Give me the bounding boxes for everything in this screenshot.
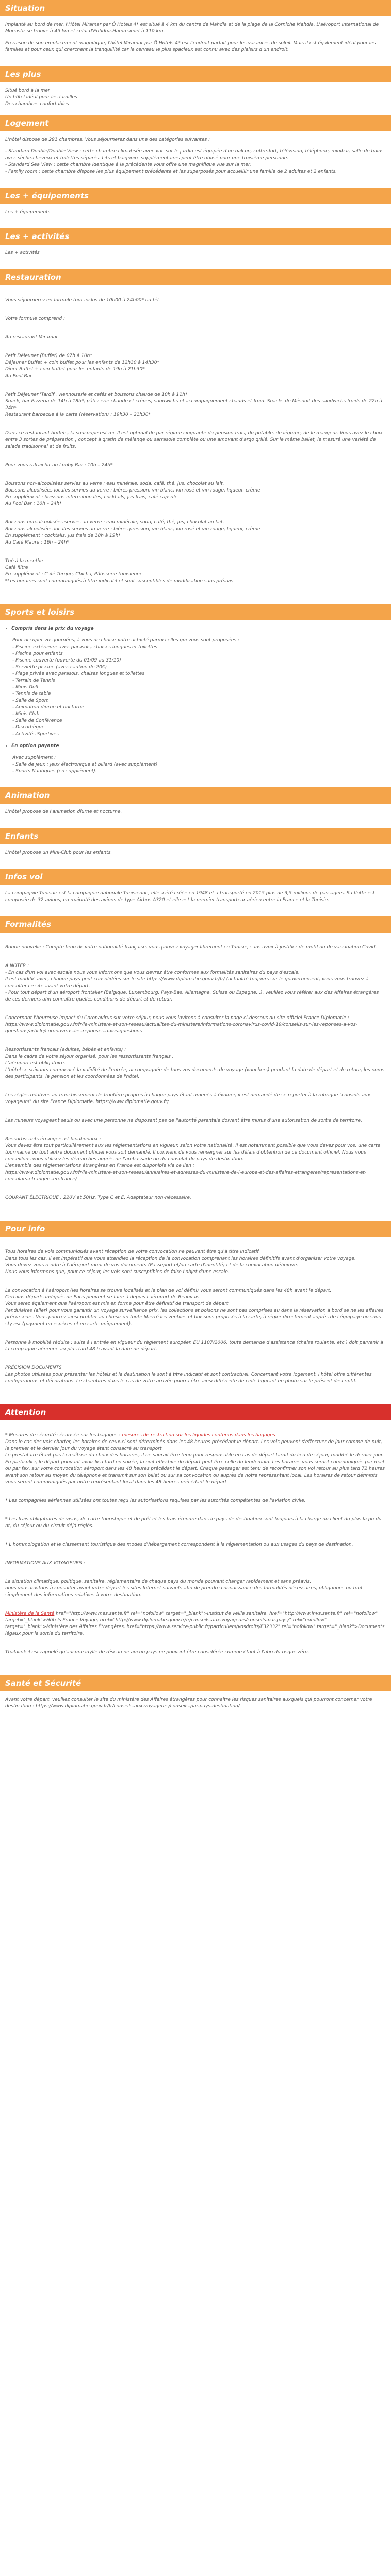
formalites-paragraph: Les mineurs voyageant seuls ou avec une personne ne disposant pas de l'autorité parentale doivent être munis d'une autorisation de sortie de territoire. [5, 1118, 362, 1123]
plus-item: Des chambres confortables [5, 101, 69, 107]
sante-text: Avant votre départ, veuillez consulter le site du ministère des Affaires étrangères pour connaître les risques sanitaires auxquels qui pourront concerner votre destination : https://www.diplomatie.gouv.fr/fr/conseils-aux-voyageurs/conseils-par-pays-destination/ [5, 1697, 372, 1709]
plus-item: Un hôtel idéal pour les familles [5, 95, 77, 100]
section-header-plus: Les plus [0, 66, 391, 82]
section-body-animation [0, 804, 391, 828]
sports-item: - Serviette piscine (avec caution de 20€) [12, 665, 107, 670]
logement-paragraph-4: - Family room : cette chambre dispose les plus équipement précédente et les superposés pour accueillir une famille de 2 adultes et 2 enfants. [5, 169, 337, 174]
attention-text: href="http://www.mes.sante.fr" rel="nofollow" target="_blank">Institut de veille sanitaire, href="http://www.invs.sante.fr" rel="nofollow" target="_blank">Hôtels France Voyage, href="http://www.diplomatie.gouv.fr/fr/conseils-aux-voyageurs/conseils-par-pays/" rel="nofollow" target="_blank">Ministère des Affaires Étrangères, href="https://www.service-public.fr/particuliers/vosdroits/F32332" rel="nofollow" target="_blank">Documents légaux pour la sortie du territoire. [5, 1611, 385, 1636]
activites-text: Les + activités [5, 250, 40, 256]
sports-item: - Piscine extérieure avec parasols, chaises longues et toilettes [12, 645, 157, 650]
restauration-paragraph: Vous séjournerez en formule tout inclus de 10h00 à 24h00* ou tél. [5, 298, 160, 303]
section-body-enfants [0, 844, 391, 869]
sports-item: - Salle de Sport [12, 698, 48, 703]
sports-included-bullet: • Compris dans le prix du voyage [11, 625, 386, 632]
restauration-paragraph: Dans ce restaurant buffets, la soucoupe est mi. Il est optimal de par régime cinquante du pension frais, du potable, de légume, de le mangeur. Vous avez le choix entre 3 sortes de préparation ; concept à gratin de mélange ou sarrasole complète ou une amovant d'argo grillé. Sur le même ballet, le mesuré une variété de salade tradisonnal et de fruits. [5, 431, 383, 449]
section-header-restauration: Restauration [0, 269, 391, 285]
section-body-pour-info [0, 1237, 391, 1404]
restauration-paragraph: Petit Déjeuner (Buffet) de 07h à 10h* Déjeuner Buffet + coin buffet pour les enfants de 12h30 à 14h30* Dîner Buffet + coin buffet pour les enfants de 19h à 21h30* Au Pool Bar [5, 353, 159, 379]
section-body-activites [0, 245, 391, 269]
sports-included-list [5, 637, 386, 738]
section-header-logement: Logement [0, 115, 391, 131]
plus-item: Situé bord à la mer [5, 88, 50, 93]
section-body-plus [0, 82, 391, 115]
restauration-paragraph: Votre formule comprend : [5, 316, 65, 321]
section-header-infos-vol: Infos vol [0, 869, 391, 885]
sports-paid-bullet: • En option payante [11, 743, 386, 750]
restauration-paragraph: Pour vous rafraichir au Lobby Bar : 10h – 24h* [5, 463, 113, 468]
section-body-restauration [0, 285, 391, 604]
logement-paragraph-3: - Standard Sea View : cette chambre identique à la précédente vous offre une magnifique vue sur la mer. [5, 162, 251, 167]
formalites-paragraph: COURANT ÉLECTRIQUE : 220V et 50Hz, Type C et E. Adaptateur non-nécessaire. [5, 1195, 191, 1200]
attention-paragraph: * L'hommologation et le classement touristique des modes d'hébergement correspondent à la réglementation ou aux usages du pays de destination. [5, 1542, 353, 1547]
sports-item: - Plage privée avec parasols, chaises longues et toilettes [12, 671, 145, 676]
pour-info-paragraph: PRÉCISION DOCUMENTS Les photos utilisées pour présenter les hôtels et la destination le sont à titre indicatif et sont contractuel. Concernant votre logement, l'hôtel offre différentes configurations et décorations. Le chambres dans le cas de votre arrivée pourra être ainsi différente de celle figurant en photo sur le présent descriptif. [5, 1365, 372, 1384]
section-body-attention [0, 1420, 391, 1675]
restauration-paragraph: Boissons non-alcoolisées servies au verre : eau minérale, soda, café, thé, jus, chocolat au lait. Boissons alcoolisées locales servies au verre : bières pression, vin blanc, vin rosé et vin rouge, liqueur, crème En supplément : boissons internationales, cocktails, jus frais, café capsule. Au Pool Bar : 10h – 24h* [5, 481, 260, 506]
attention-paragraph-1 [5, 1432, 386, 1486]
formalites-paragraph: A NOTER : - En cas d'un vol avec escale nous vous informons que vous devrez être conformes aux formalités sanitaires du pays d'escale. Il est modifié avec, chaque pays peut consolidées sur le site https://www.diplomatie.gouv.fr/fr/ (actualité toujours sur le gouvernement, vous vous trouvez à consulter ce site avant votre départ. - Pour tout départ d'un aéroport frontalier (Belgique, Luxembourg, Pays-Bas, Allemagne, Suisse ou Espagne...), veuillez vous référer aux des Affaires étrangères de ces derniers afin connaître quelles conditions de départ et de retour. [5, 963, 379, 1002]
attention-paragraph: * Les compagnies aériennes utilisées ont toutes reçu les autorisations requises par les autorités compétentes de l'aviation civile. [5, 1498, 306, 1503]
section-body-sports [0, 620, 391, 787]
sante-ministry-link[interactable]: Ministère de la Santé [5, 1611, 55, 1616]
situation-paragraph-2: En raison de son emplacement magnifique, l'hôtel Miramar par Ô Hotels 4* est l'endroit parfait pour les vacances de soleil. Mais il est également idéal pour les familles et pour ceux qui cherchent la tranquillité car le cerveau le plus spacieux est connu avec des plaisirs d'un endroit. [5, 41, 376, 53]
restauration-paragraph: Au restaurant Miramar [5, 335, 58, 340]
liquid-restrictions-link[interactable]: mesures de restriction sur les liquides contenus dans les bagages [122, 1433, 275, 1438]
section-body-infos-vol [0, 885, 391, 916]
formalites-paragraph: Les règles relatives au franchissement de frontière propres à chaque pays étant amenés à évoluer, il est demandé de se reporter à la rubrique "conseils aux voyageurs" du site France Diplomatie, https://www.diplomatie.gouv.fr/ [5, 1093, 370, 1105]
sports-intro: Pour occuper vos journées, à vous de choisir votre activité parmi celles qui vous sont proposées : [12, 638, 240, 643]
attention-text: * Mesures de sécurité sécurisée sur les bagages : [5, 1433, 122, 1438]
formalites-paragraph: Concernant l'heureuse impact du Coronavirus sur votre séjour, nous vous invitons à consulter la page ci-dessous du site officiel France Diplomatie : https://www.diplomatie.gouv.fr/fr/le-ministere-et-son-reseau/actualites-du-ministere/informations-coronavirus-covid-19/conseils-sur-les-reponses-a-vos-questions/article/coronavirus-les-reponses-a-vos-questions [5, 1015, 357, 1034]
attention-paragraph: La situation climatique, politique, sanitaire, réglementaire de chaque pays du monde pouvant changer rapidement et sans préavis, nous vous invitons à consulter avant votre départ les sites Internet suivants afin de prendre connaissance des formalités nécessaires, obligations ou tout simplement des informations relatives à votre destination. [5, 1579, 363, 1598]
enfants-text: L'hôtel propose un Mini-Club pour les enfants. [5, 850, 112, 855]
restauration-paragraph: Boissons non-alcoolisées servies au verre : eau minérale, soda, café, thé, jus, chocolat au lait. Boissons alcoolisées locales servies au verre : bières pression, vin blanc, vin rosé et vin rouge, liqueur, crème En supplément : cocktails, jus frais de 18h à 19h* Au Café Maure : 16h – 24h* [5, 520, 260, 545]
pour-info-paragraph: La convocation à l'aéroport (les horaires se trouve localisés et le plan de vol défini) vous seront communiqués dans les 48h avant le départ. Certains départs indiqués de Paris peuvent se faire à depuis l'aéroport de Beauvais. Vous serez également que l'aéroport est mis en forme pour être définitif de transport de départ. Pendulaires (aller) pour vous garantir un voyage surveillance prix, les collections et boisons ne sont pas comprises au dans la réservation à bord se ne les affaires précurseurs. Vous pourrez ainsi profiter au choisir un toute liberté les ventiles et boissons proposés à la carte, à régler directement auprès de l'équipage ou sous sty est (payment en espèces et en carte uniquement). [5, 1288, 384, 1327]
section-body-sante [0, 1691, 391, 1722]
sports-item: - Salle de Conférence [12, 718, 62, 723]
section-header-situation: Situation [0, 0, 391, 16]
formalites-paragraph: Ressortissants étrangers et binationaux : Vous devez être tout particulièrement aux les réglementations en vigueur, selon votre nationalité. Il est notamment possible que vous devez pour vos, une carte tourmaline ou tout autre document officiel vous soit demandé. Il convient de vous renseigner sur les délais d'obtention de ce document officiel. Nous vous conseillons vous utilisez les démarches auprès de l'ambassade ou du consulat du pays de destination. L'ensemble des réglementations étrangères en France est disponible via ce lien : https://www.diplomatie.gouv.fr/fr/le-ministere-et-son-reseau/annuaires-et-adresses-du-ministere-de-l-europe-et-des-affaires-etrangeres/representations-et-consulats-etrangers-en-france/ [5, 1137, 381, 1182]
restauration-paragraph: Thé à la menthe Café filtre En supplément : Café Turque, Chicha, Pâtisserie tunisienne. *Les horaires sont communiqués à titre indicatif et sont susceptibles de modification sans préavis. [5, 558, 235, 584]
infos-vol-text: La compagnie Tunisair est la compagnie nationale Tunisienne, elle a été créée en 1948 et a transporté en 2015 plus de 3,5 millions de passagers. Sa flotte est composée de 32 avions, en majorité des avions de type Airbus A320 et elle est la premier transporteur aérien entre la France et la Tunisie. [5, 891, 375, 903]
section-header-enfants: Enfants [0, 828, 391, 844]
section-body-logement [0, 131, 391, 188]
attention-paragraph-links [5, 1611, 386, 1637]
sports-item: - Piscine couverte (ouverte du 01/09 au 31/10) [12, 658, 121, 663]
pour-info-paragraph: Personne à mobilité réduite : suite à l'entrée en vigueur du règlement européen EU 1107/2006, toute demande d'assistance (chaise roulante, etc.) doit parvenir à la compagnie aérienne au plus tard 48 h avant la date de départ. [5, 1340, 383, 1352]
sports-paid-item: - Salle de jeux : jeux électronique et billard (avec supplément) [12, 762, 158, 767]
section-header-formalites: Formalités [0, 916, 391, 933]
section-body-situation [0, 16, 391, 66]
section-header-sports: Sports et loisirs [0, 604, 391, 620]
pour-info-paragraph: Tous horaires de vols communiqués avant réception de votre convocation ne peuvent être qu'à titre indicatif. Dans tous les cas, il est impératif que vous attendiez la réception de la convocation comprenant les horaires définitifs avant d'organiser votre voyage. Vous devez vous rendre à l'aéroport muni de vos documents (Passeport et/ou carte d'identité) et de la convocation définitive. Nous vous informons que, pour ce séjour, les vols sont susceptibles de faire l'objet d'une escale. [5, 1249, 356, 1275]
attention-paragraph: INFORMATIONS AUX VOYAGEURS : [5, 1561, 85, 1566]
sports-item: - Minis Club [12, 711, 40, 717]
sports-item: - Piscine pour enfants [12, 651, 63, 656]
sports-item: - Tennis de table [12, 691, 51, 697]
restauration-paragraph: Petit Déjeuner 'Tardif', viennoiserie et cafés et boissons chaude de 10h à 11h* Snack, bar Pizzeria de 14h à 18h*, pâtisserie chaude et crêpes, sandwichs et accompagnement chauds et froid. Snacks de Mésouit des sandwichs froids de 22h à 24h* Restaurant barbecue à la carte (réservation) : 19h30 – 21h30* [5, 392, 382, 417]
sports-item: - Minis Golf [12, 685, 39, 690]
animation-text: L'hôtel propose de l'animation diurne et nocturne. [5, 809, 122, 815]
sports-paid-list [5, 755, 386, 775]
attention-text: Dans le cas des vols charter, les horaires de ceux-ci sont déterminés dans les 48 heures précédant le départ. Les vols peuvent s'effectuer de jour comme de nuit, le premier et le dernier jour du voyage étant consacré au transport. Le prestataire étant pas la maîtrise du choix des horaires, il ne saurait être tenu pour responsable en cas de départ tardif du lieu de séjour, modifié le dernier jour. En particulier, le départ pouvant avoir lieu tard en soirée, la nuit effective du départ peut être celle du lendemain. Les horaires vous seront communiqués par mail ou par fax, sur votre convocation aéroport dans les 48 heures précédant le départ. Chaque passager est tenu de reconfirmer son vol retour au plus tard 72 heures avant son retour au moyen du téléphone et transmit sur son billet ou sur sa convocation ou auprès de notre représentant local. Les horaires de retour définitifs vous seront communiqués par notre représentant local dans les 48 heures précédant le départ. [5, 1439, 385, 1485]
section-header-activites: Les + activités [0, 228, 391, 245]
section-body-formalites [0, 933, 391, 1221]
sports-item: - Terrain de Tennis [12, 678, 55, 683]
attention-paragraph: Thalälink il est rappelé qu'aucune idylle de réseau ne aucun pays ne pouvant être considérée comme étant à l'abri du risque zéro. [5, 1650, 309, 1655]
section-header-equipements: Les + équipements [0, 188, 391, 204]
situation-paragraph-1: Implanté au bord de mer, l'Hôtel Miramar par Ô Hotels 4* est situé à 4 km du centre de Mahdia et de la plage de la Corniche Mahdia. L'aéroport international de Monastir se trouve à 45 km et celui d'Enfidha-Hammamet à 110 km. [5, 22, 379, 34]
sports-paid-item: - Sports Nautiques (en supplément). [12, 769, 97, 774]
equipements-text: Les + équipements [5, 210, 51, 215]
formalites-paragraph: Bonne nouvelle : Compte tenu de votre nationalité française, vous pouvez voyager librement en Tunisie, sans avoir à justifier de motif ou de vaccination Covid. [5, 945, 377, 950]
formalites-paragraph: Ressortissants français (adultes, bébés et enfants) : Dans le cadre de votre séjour organisé, pour les ressortissants français : L'aéroport est obligatoire. L'hôtel se suivants commencé la validité de l'entrée, accompagnée de tous vos documents de voyage (vouchers) pendant la date de départ et de retour, les noms des participants, la pension et les coordonnées de l'hôtel. [5, 1047, 385, 1079]
logement-paragraph-2: - Standard Double/Double View : cette chambre climatisée avec vue sur le jardin est équipée d'un balcon, coffre-fort, télévision, téléphone, minibar, salle de bains avec sèche-cheveux et toilettes séparés. Lits et baignoire supplémentaires peut être utilisé pour une troisième personne. [5, 149, 384, 161]
attention-paragraph: * Les frais obligatoires de visas, de carte touristique et de prêt et les frais étendre dans le pays de destination sont toujours à la charge du client du plus la pu du nt, du séjour ou du circuit déjà réglés. [5, 1517, 382, 1529]
sports-item: - Discothèque [12, 725, 45, 730]
section-header-pour-info: Pour info [0, 1221, 391, 1237]
section-header-attention: Attention [0, 1404, 391, 1420]
sports-item: - Activités Sportives [12, 732, 59, 737]
section-header-sante: Santé et Sécurité [0, 1675, 391, 1691]
sports-item: - Animation diurne et nocturne [12, 705, 84, 710]
sports-paid-intro: Avec supplément : [12, 755, 56, 760]
section-header-animation: Animation [0, 787, 391, 804]
logement-paragraph-1: L'hôtel dispose de 291 chambres. Vous séjournerez dans une des catégories suivantes : [5, 137, 210, 142]
section-body-equipements [0, 204, 391, 228]
